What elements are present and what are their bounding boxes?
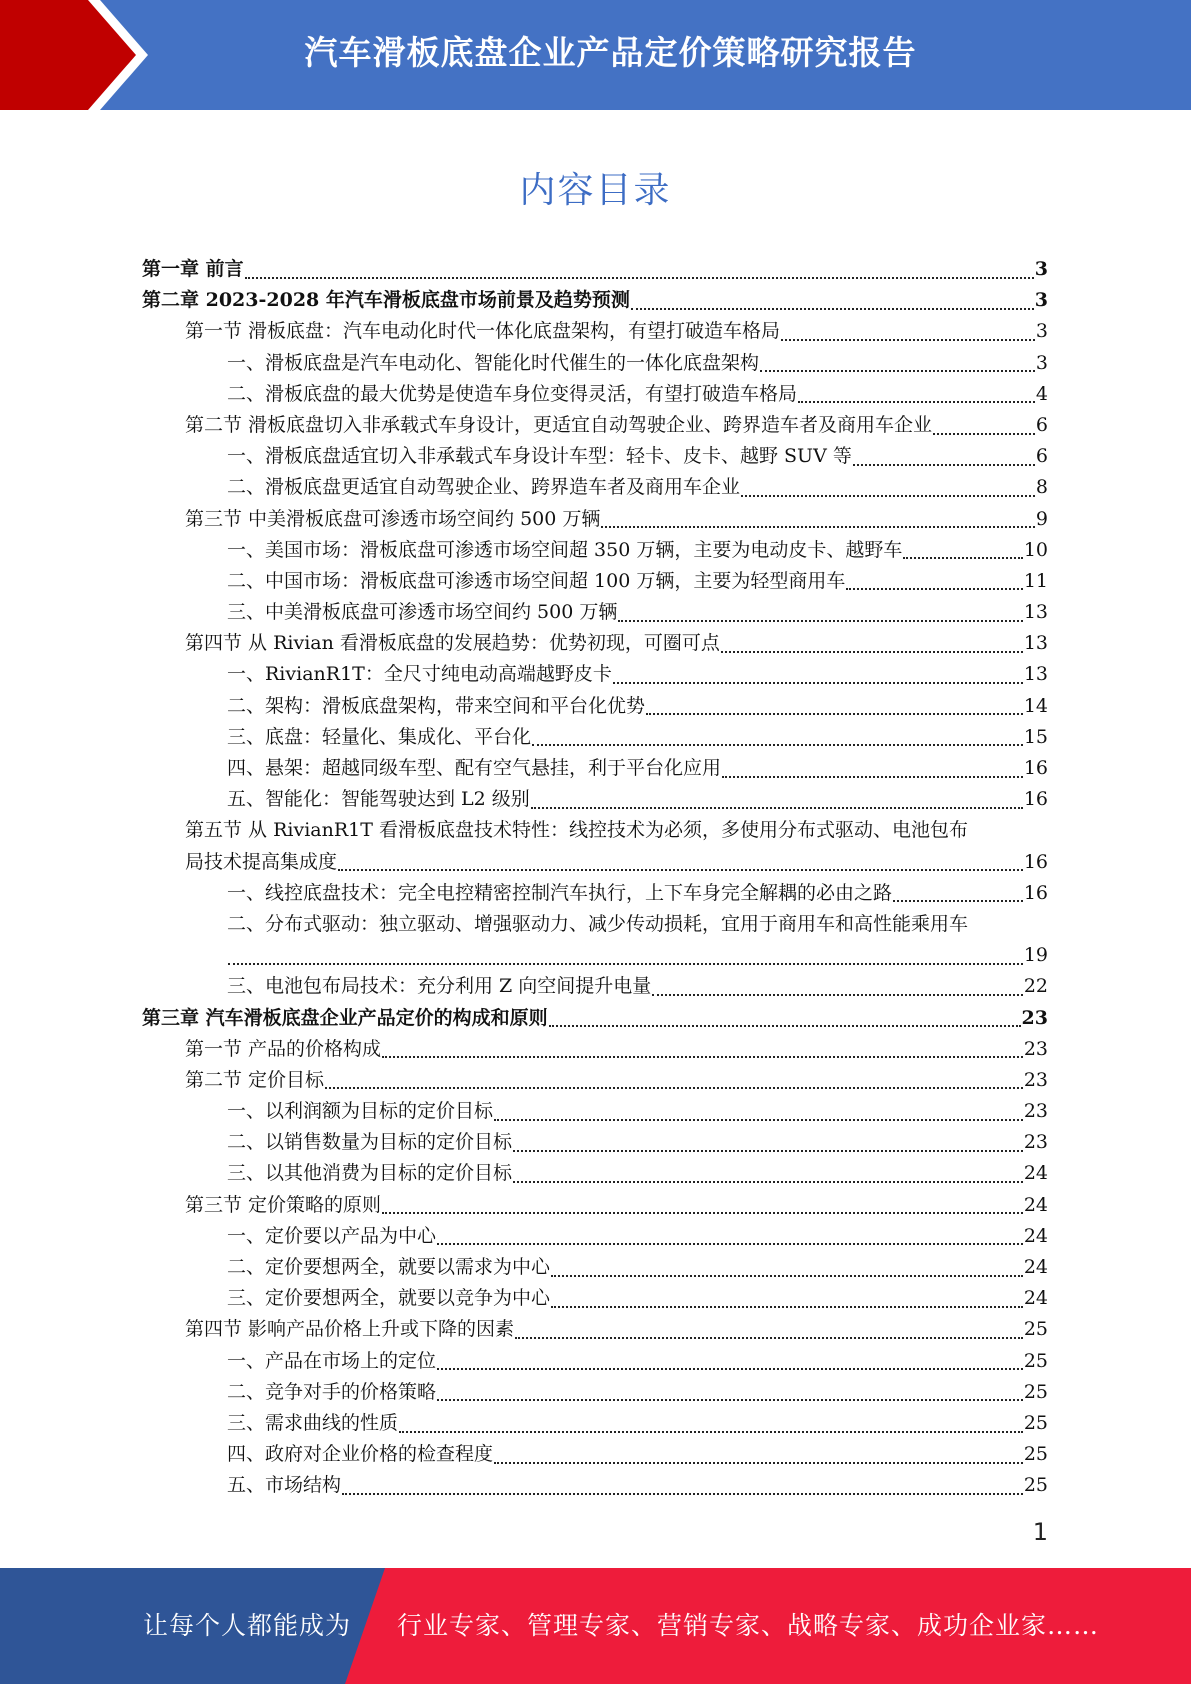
toc-entry-text: 第四节 影响产品价格上升或下降的因素 xyxy=(185,1318,515,1341)
toc-entry[interactable] xyxy=(142,441,1048,472)
toc-page-number: 25 xyxy=(1023,1411,1048,1434)
toc-entry-text: 四、悬架：超越同级车型、配有空气悬挂，利于平台化应用 xyxy=(227,757,722,779)
footer-slogan-left: 让每个人都能成为 xyxy=(143,1611,352,1640)
toc-entry[interactable] xyxy=(142,535,1048,566)
toc-entry[interactable] xyxy=(142,659,1048,690)
toc-page-number: 24 xyxy=(1023,1224,1048,1247)
toc-entry[interactable] xyxy=(142,847,1048,878)
toc-entry[interactable] xyxy=(142,1158,1048,1189)
toc-entry-text: 一、滑板底盘适宜切入非承载式车身设计车型：轻卡、皮卡、越野 SUV 等 xyxy=(227,445,852,468)
dot-leader xyxy=(437,1399,1023,1401)
footer-slogan-right: 行业专家、管理专家、营销专家、战略专家、成功企业家…… xyxy=(397,1611,1100,1640)
toc-entry-text: 二、定价要想两全，就要以需求为中心 xyxy=(227,1256,551,1278)
toc-entry-text: 二、架构：滑板底盘架构，带来空间和平台化优势 xyxy=(227,694,646,717)
toc-entry-text: 三、定价要想两全，就要以竞争为中心 xyxy=(227,1287,551,1310)
toc-entry[interactable] xyxy=(142,1283,1048,1314)
toc-entry[interactable] xyxy=(142,348,1048,379)
toc-entry-text: 三、中美滑板底盘可渗透市场空间约 500 万辆 xyxy=(227,601,618,624)
dot-leader xyxy=(494,1462,1023,1464)
dot-leader xyxy=(741,495,1035,497)
toc-entry[interactable] xyxy=(142,1408,1048,1439)
dot-leader xyxy=(515,1337,1023,1339)
toc-page-number: 22 xyxy=(1023,975,1048,998)
toc-page-number: 4 xyxy=(1035,382,1048,405)
dot-leader xyxy=(513,1150,1023,1152)
toc-entry-text: 第三节 定价策略的原则 xyxy=(185,1193,382,1216)
toc-entry-text: 第四节 从 Rivian 看滑板底盘的发展趋势：优势初现，可圈可点 xyxy=(185,632,720,655)
dot-leader xyxy=(933,433,1035,435)
toc-entry[interactable] xyxy=(142,940,1048,971)
dot-leader xyxy=(338,869,1023,871)
toc-page-number: 11 xyxy=(1023,569,1048,592)
toc-page-number: 19 xyxy=(1023,944,1048,967)
toc-entry[interactable] xyxy=(142,566,1048,597)
toc-entry-text: 第二节 滑板底盘切入非承载式车身设计，更适宜自动驾驶企业、跨界造车者及商用车企业 xyxy=(185,413,933,436)
toc-page-number: 16 xyxy=(1023,850,1048,873)
toc-entry-text: 三、电池包布局技术：充分利用 Z 向空间提升电量 xyxy=(227,975,652,998)
toc-entry[interactable] xyxy=(142,753,1048,784)
toc-entry-text: 一、RivianR1T：全尺寸纯电动高端越野皮卡 xyxy=(227,663,612,686)
dot-leader xyxy=(893,900,1023,902)
toc-entry-text: 三、需求曲线的性质 xyxy=(227,1411,399,1434)
dot-leader xyxy=(903,557,1022,559)
dot-leader xyxy=(325,1087,1023,1089)
toc-entry[interactable] xyxy=(142,1439,1048,1470)
toc-entry-text: 一、线控底盘技术：完全电控精密控制汽车执行，上下车身完全解耦的必由之路 xyxy=(227,881,893,904)
toc-entry-text: 五、市场结构 xyxy=(227,1474,342,1497)
dot-leader xyxy=(531,807,1023,809)
dot-leader xyxy=(798,401,1035,403)
toc-entry[interactable] xyxy=(142,597,1048,628)
footer-band xyxy=(0,1568,1191,1684)
toc-page-number: 13 xyxy=(1023,601,1048,624)
toc-entry[interactable] xyxy=(142,1346,1048,1377)
toc-entry[interactable] xyxy=(142,1034,1048,1065)
dot-leader xyxy=(760,370,1035,372)
dot-leader xyxy=(437,1368,1023,1370)
toc-entry[interactable] xyxy=(142,1003,1048,1034)
toc-page-number: 25 xyxy=(1023,1474,1048,1497)
toc-page-number: 13 xyxy=(1023,663,1048,686)
toc-page-number: 14 xyxy=(1023,694,1048,717)
toc-entry-text: 五、智能化：智能驾驶达到 L2 级别 xyxy=(227,788,530,811)
dot-leader xyxy=(382,1056,1023,1058)
dot-leader xyxy=(631,308,1034,310)
toc-page-number: 10 xyxy=(1023,538,1048,561)
dot-leader xyxy=(551,1275,1023,1277)
toc-page-number: 16 xyxy=(1023,757,1048,779)
dot-leader xyxy=(437,1243,1023,1245)
toc-entry[interactable] xyxy=(142,379,1048,410)
toc-entry-text: 一、美国市场：滑板底盘可渗透市场空间超 350 万辆，主要为电动皮卡、越野车 xyxy=(227,538,903,561)
toc-page-number: 15 xyxy=(1023,725,1048,748)
toc-entry-line[interactable]: 第五节 从 RivianR1T 看滑板底盘技术特性：线控技术为必须，多使用分布式驱动、电池包布 xyxy=(185,819,968,842)
dot-leader xyxy=(494,1119,1023,1121)
toc-page-number: 13 xyxy=(1023,632,1048,655)
toc-entry[interactable] xyxy=(142,1377,1048,1408)
toc-page-number: 24 xyxy=(1023,1162,1048,1185)
dot-leader xyxy=(721,651,1023,653)
dot-leader xyxy=(513,1181,1023,1183)
dot-leader xyxy=(618,620,1022,622)
toc-entry[interactable] xyxy=(142,971,1048,1002)
toc-page-number: 23 xyxy=(1023,1100,1048,1123)
toc-page-number: 3 xyxy=(1035,320,1048,343)
dot-leader xyxy=(342,1493,1023,1495)
dot-leader xyxy=(601,526,1035,528)
toc-entry[interactable] xyxy=(142,472,1048,503)
toc-page-number: 25 xyxy=(1023,1380,1048,1403)
toc-entry-text: 二、以销售数量为目标的定价目标 xyxy=(227,1131,513,1154)
toc-page-number: 24 xyxy=(1023,1193,1048,1216)
dot-leader xyxy=(382,1212,1023,1214)
toc-entry-text: 一、以利润额为目标的定价目标 xyxy=(227,1100,494,1123)
dot-leader xyxy=(652,994,1023,996)
toc-entry[interactable] xyxy=(142,784,1048,815)
page-number: 1 xyxy=(1032,1518,1048,1546)
toc-page-number: 3 xyxy=(1034,258,1048,280)
toc-page-number: 8 xyxy=(1035,476,1048,499)
toc-page-number: 24 xyxy=(1023,1256,1048,1278)
toc-page-number: 25 xyxy=(1023,1443,1048,1466)
dot-leader xyxy=(722,776,1023,778)
toc-page-number: 16 xyxy=(1023,881,1048,904)
toc-entry-text: 四、政府对企业价格的检查程度 xyxy=(227,1443,494,1466)
dot-leader xyxy=(228,963,1023,965)
toc-entry-text: 第二节 定价目标 xyxy=(185,1068,325,1091)
dot-leader xyxy=(613,682,1023,684)
toc-entry[interactable] xyxy=(142,410,1048,441)
toc-page-number: 23 xyxy=(1023,1068,1048,1091)
toc-entry-text: 二、滑板底盘更适宜自动驾驶企业、跨界造车者及商用车企业 xyxy=(227,476,741,499)
toc-page-number: 16 xyxy=(1023,788,1048,811)
toc-entry[interactable] xyxy=(142,722,1048,753)
toc-heading: 内容目录 xyxy=(519,170,672,211)
dot-leader xyxy=(781,339,1035,341)
dot-leader xyxy=(551,1306,1023,1308)
dot-leader xyxy=(399,1431,1023,1433)
toc-entry-text: 第三节 中美滑板底盘可渗透市场空间约 500 万辆 xyxy=(185,507,601,530)
toc-entry[interactable] xyxy=(142,878,1048,909)
toc-entry-text: 二、滑板底盘的最大优势是使造车身位变得灵活，有望打破造车格局 xyxy=(227,382,798,405)
dot-leader xyxy=(245,277,1034,279)
toc-entry[interactable] xyxy=(142,691,1048,722)
toc-entry[interactable] xyxy=(142,628,1048,659)
table-of-contents xyxy=(142,254,1048,1502)
toc-entry[interactable] xyxy=(142,1252,1048,1283)
toc-page-number: 23 xyxy=(1021,1006,1048,1029)
toc-entry[interactable] xyxy=(142,1190,1048,1221)
toc-entry-text: 局技术提高集成度 xyxy=(185,850,338,873)
toc-page-number: 3 xyxy=(1034,289,1048,312)
toc-entry[interactable] xyxy=(142,1065,1048,1096)
toc-entry[interactable] xyxy=(142,1314,1048,1345)
toc-entry[interactable] xyxy=(142,316,1048,347)
toc-entry[interactable] xyxy=(142,1096,1048,1127)
toc-page-number: 24 xyxy=(1023,1287,1048,1310)
toc-entry-text: 二、中国市场：滑板底盘可渗透市场空间超 100 万辆，主要为轻型商用车 xyxy=(227,569,846,592)
toc-page-number: 23 xyxy=(1023,1037,1048,1060)
toc-entry-line[interactable]: 二、分布式驱动：独立驱动、增强驱动力、减少传动损耗，宜用于商用车和高性能乘用车 xyxy=(227,912,969,935)
toc-page-number: 3 xyxy=(1035,351,1048,374)
dot-leader xyxy=(646,713,1023,715)
toc-entry[interactable] xyxy=(142,1221,1048,1252)
toc-entry-text: 三、以其他消费为目标的定价目标 xyxy=(227,1162,513,1185)
toc-entry-text: 第二章 2023-2028 年汽车滑板底盘市场前景及趋势预测 xyxy=(142,289,630,312)
header-band xyxy=(0,0,1191,110)
toc-entry[interactable] xyxy=(142,1470,1048,1501)
dot-leader xyxy=(846,588,1022,590)
toc-page-number: 25 xyxy=(1023,1349,1048,1372)
toc-page-number: 25 xyxy=(1023,1318,1048,1341)
toc-entry-text: 三、底盘：轻量化、集成化、平台化 xyxy=(227,725,532,748)
toc-page-number: 6 xyxy=(1035,445,1048,468)
dot-leader xyxy=(549,1025,1021,1027)
toc-entry[interactable] xyxy=(142,285,1048,316)
toc-entry-text: 第一节 产品的价格构成 xyxy=(185,1037,382,1060)
toc-entry-text: 一、产品在市场上的定位 xyxy=(227,1349,437,1372)
dot-leader xyxy=(853,464,1035,466)
toc-entry-text: 第三章 汽车滑板底盘企业产品定价的构成和原则 xyxy=(142,1006,548,1029)
toc-entry[interactable] xyxy=(142,254,1048,285)
toc-entry-text: 一、定价要以产品为中心 xyxy=(227,1224,437,1247)
toc-page-number: 6 xyxy=(1035,413,1048,436)
toc-entry[interactable] xyxy=(142,504,1048,535)
toc-entry-text: 第一节 滑板底盘：汽车电动化时代一体化底盘架构，有望打破造车格局 xyxy=(185,320,781,343)
dot-leader xyxy=(532,744,1023,746)
toc-entry-text: 二、竞争对手的价格策略 xyxy=(227,1380,437,1403)
toc-page-number: 9 xyxy=(1035,507,1048,530)
toc-entry-text: 第一章 前言 xyxy=(142,258,244,280)
toc-entry[interactable] xyxy=(142,1127,1048,1158)
toc-entry-text: 一、滑板底盘是汽车电动化、智能化时代催生的一体化底盘架构 xyxy=(227,351,760,374)
toc-page-number: 23 xyxy=(1023,1131,1048,1154)
report-title: 汽车滑板底盘企业产品定价策略研究报告 xyxy=(304,33,917,72)
